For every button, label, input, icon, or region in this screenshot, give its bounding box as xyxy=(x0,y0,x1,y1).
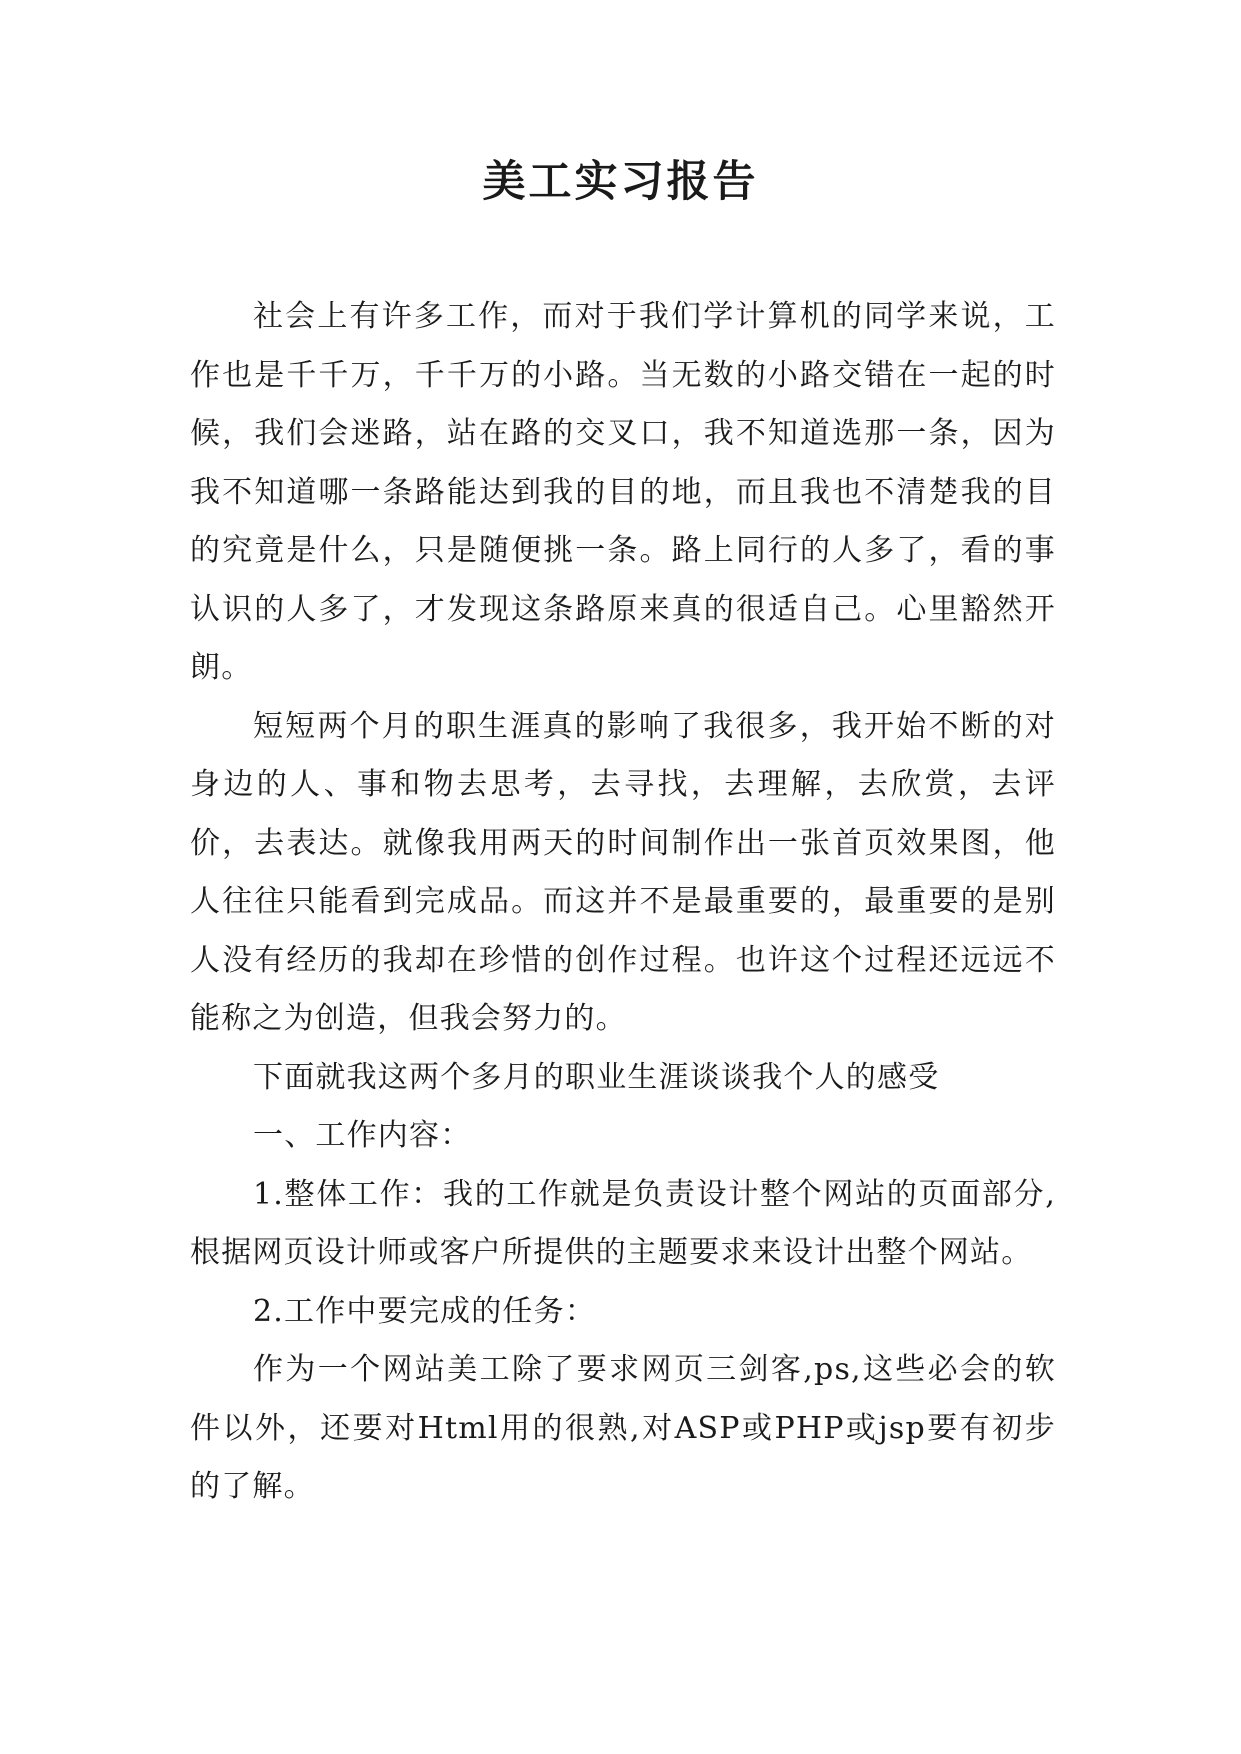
section-heading-work-content: 一、工作内容： xyxy=(253,1118,472,1153)
paragraph-tasks-heading: 2.工作中要完成的任务： xyxy=(253,1293,597,1329)
paragraph-two-months: 短短两个月的职生涯真的影响了我很多，我开始不断的对身边的人、事和物去思考，去寻找，去理解，去欣赏，去评价，去表达。就像我用两天的时间制作出一张首页效果图，他人往往只能看到完成品。而这并不是最重要的，最重要的是别人没有经历的我却在珍惜的创作过程。也许这个过程还远远不能称之为创造，但我会努力的。 xyxy=(190,708,1056,1036)
paragraph-overall-work: 1.整体工作：我的工作就是负责设计整个网站的页面部分,根据网页设计师或客户所提供的主题要求来设计出整个网站。 xyxy=(190,1176,1056,1270)
document-title: 美工实习报告 xyxy=(482,157,759,207)
paragraph-feelings-intro: 下面就我这两个多月的职业生涯谈谈我个人的感受 xyxy=(253,1059,940,1095)
paragraph-requirements: 作为一个网站美工除了要求网页三剑客,ps,这些必会的软件以外，还要对Html用的很熟,对ASP或PHP或jsp要有初步的了解。 xyxy=(190,1352,1056,1504)
document-body xyxy=(190,288,1056,1517)
paragraph-intro: 社会上有许多工作，而对于我们学计算机的同学来说，工作也是千千万，千千万的小路。当无数的小路交错在一起的时候，我们会迷路，站在路的交叉口，我不知道选那一条，因为我不知道哪一条路能达到我的目的地，而且我也不清楚我的目的究竟是什么，只是随便挑一条。路上同行的人多了，看的事认识的人多了，才发现这条路原来真的很适自己。心里豁然开朗。 xyxy=(190,299,1056,685)
